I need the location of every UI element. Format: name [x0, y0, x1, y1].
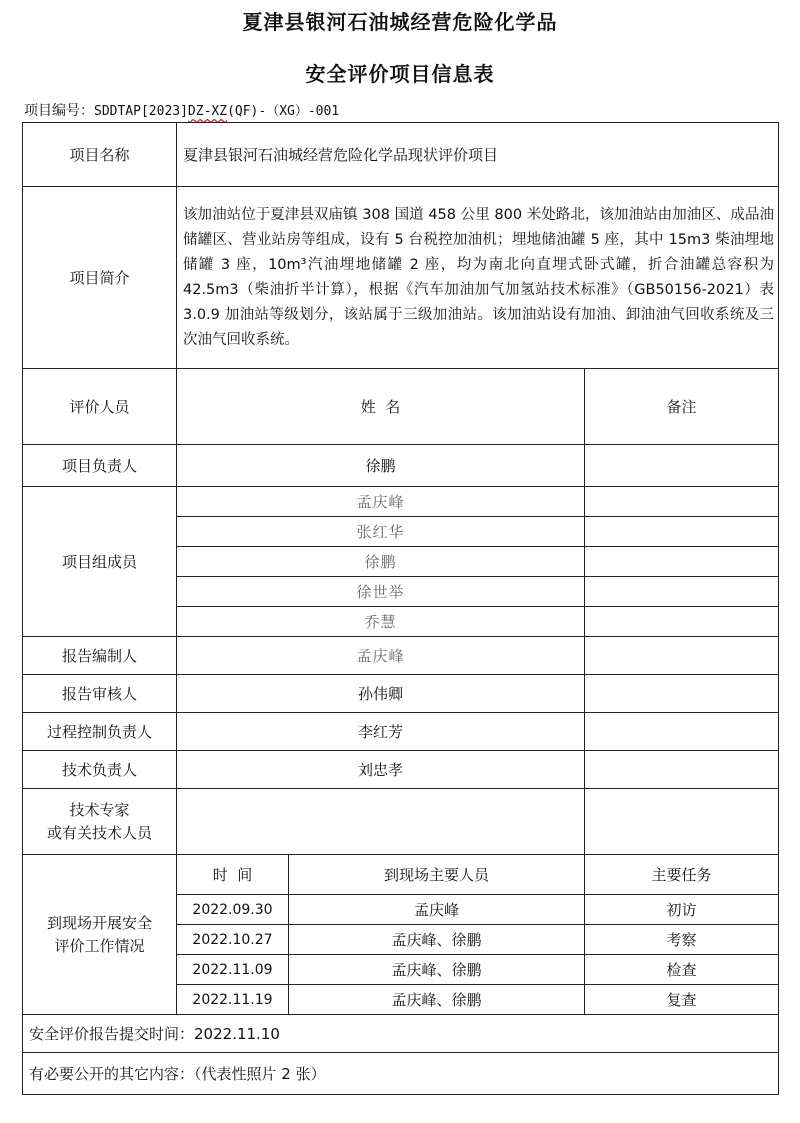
experts-remark	[585, 789, 779, 855]
site-visit-date: 2022.09.30	[177, 895, 289, 925]
site-visit-task: 初访	[585, 895, 779, 925]
project-name-label: 项目名称	[23, 123, 177, 187]
document-title-line2: 安全评价项目信息表	[305, 62, 495, 86]
report-writer-row	[23, 637, 779, 675]
report-reviewer-row	[23, 675, 779, 713]
project-name-value: 夏津县银河石油城经营危险化学品现状评价项目	[177, 123, 779, 187]
submit-time	[23, 1015, 779, 1053]
site-visit-people: 孟庆峰、徐鹏	[289, 985, 585, 1015]
report-writer-remark	[585, 637, 779, 675]
project-leader-row	[23, 445, 779, 487]
project-number-prefix: SDDTAP[2023]	[94, 104, 188, 119]
member-name: 徐鹏	[177, 547, 585, 577]
submit-time-label: 安全评价报告提交时间：	[29, 1025, 195, 1043]
experts-value	[177, 789, 585, 855]
process-control-remark	[585, 713, 779, 751]
tech-lead-name: 刘忠孝	[177, 751, 585, 789]
project-intro-label: 项目简介	[23, 187, 177, 369]
experts-label-line2: 或有关技术人员	[46, 823, 152, 842]
member-remark	[585, 487, 779, 517]
member-name: 徐世举	[177, 577, 585, 607]
project-name-row	[23, 123, 779, 187]
site-visit-task: 复查	[585, 985, 779, 1015]
info-table	[22, 122, 779, 1095]
project-leader-name: 徐鹏	[177, 445, 585, 487]
other-content-label: 有必要公开的其它内容：	[29, 1065, 195, 1083]
other-content-row	[23, 1053, 779, 1095]
member-remark	[585, 577, 779, 607]
submit-time-row	[23, 1015, 779, 1053]
member-name: 乔慧	[177, 607, 585, 637]
personnel-name-header: 姓 名	[177, 369, 585, 445]
site-work-time-header: 时 间	[177, 855, 289, 895]
report-writer-label: 报告编制人	[23, 637, 177, 675]
experts-label	[23, 789, 177, 855]
site-visit-people: 孟庆峰、徐鹏	[289, 925, 585, 955]
site-work-label	[23, 855, 177, 1015]
site-visit-people: 孟庆峰、徐鹏	[289, 955, 585, 985]
project-intro-row	[23, 187, 779, 369]
project-leader-label: 项目负责人	[23, 445, 177, 487]
site-visit-date: 2022.11.19	[177, 985, 289, 1015]
personnel-header-row	[23, 369, 779, 445]
tech-lead-label: 技术负责人	[23, 751, 177, 789]
report-reviewer-label: 报告审核人	[23, 675, 177, 713]
project-number-mark: DZ-XZ	[187, 104, 228, 119]
report-reviewer-name: 孙伟卿	[177, 675, 585, 713]
site-work-label-line2: 评价工作情况	[54, 936, 145, 955]
process-control-name: 李红芳	[177, 713, 585, 751]
member-name: 孟庆峰	[177, 487, 585, 517]
submit-time-value: 2022.11.10	[194, 1025, 280, 1043]
members-label: 项目组成员	[23, 487, 177, 637]
site-visit-task: 检查	[585, 955, 779, 985]
document-title-line1: 夏津县银河石油城经营危险化学品	[242, 10, 558, 34]
site-work-label-line1: 到现场开展安全	[46, 913, 152, 932]
site-work-people-header: 到现场主要人员	[289, 855, 585, 895]
other-content-value: （代表性照片 2 张）	[194, 1065, 326, 1083]
project-number	[24, 100, 339, 120]
tech-lead-row	[23, 751, 779, 789]
site-work-header-row	[23, 855, 779, 895]
process-control-row	[23, 713, 779, 751]
site-visit-date: 2022.10.27	[177, 925, 289, 955]
other-content	[23, 1053, 779, 1095]
report-reviewer-remark	[585, 675, 779, 713]
site-visit-task: 考察	[585, 925, 779, 955]
member-row	[23, 487, 779, 517]
tech-lead-remark	[585, 751, 779, 789]
experts-label-line1: 技术专家	[69, 800, 130, 819]
report-writer-name: 孟庆峰	[177, 637, 585, 675]
project-leader-remark	[585, 445, 779, 487]
member-remark	[585, 547, 779, 577]
member-remark	[585, 517, 779, 547]
personnel-remark-header: 备注	[585, 369, 779, 445]
process-control-label: 过程控制负责人	[23, 713, 177, 751]
site-visit-date: 2022.11.09	[177, 955, 289, 985]
site-work-task-header: 主要任务	[585, 855, 779, 895]
member-name: 张红华	[177, 517, 585, 547]
experts-row	[23, 789, 779, 855]
member-remark	[585, 607, 779, 637]
project-intro-text: 该加油站位于夏津县双庙镇 308 国道 458 公里 800 米处路北，该加油站由加油区、成品油储罐区、营业站房等组成，设有 5 台税控加油机；埋地储油罐 5 座，其中 15m3 柴油埋地储罐 3 座，10m³汽油埋地储罐 2 座，均为南北向直埋式卧式罐，折合油罐总容积为 42.5m3（柴油折半计算），根据《汽车加油加气加氢站技术标准》（GB50156-2021）表 3.0.9 加油站等级划分，该站属于三级加油站。该加油站设有加油、卸油油气回收系统及三次油气回收系统。	[177, 187, 779, 369]
project-number-suffix: (QF)-（XG）-001	[227, 104, 340, 119]
site-visit-people: 孟庆峰	[289, 895, 585, 925]
project-number-label: 项目编号：	[24, 103, 94, 119]
personnel-role-header: 评价人员	[23, 369, 177, 445]
